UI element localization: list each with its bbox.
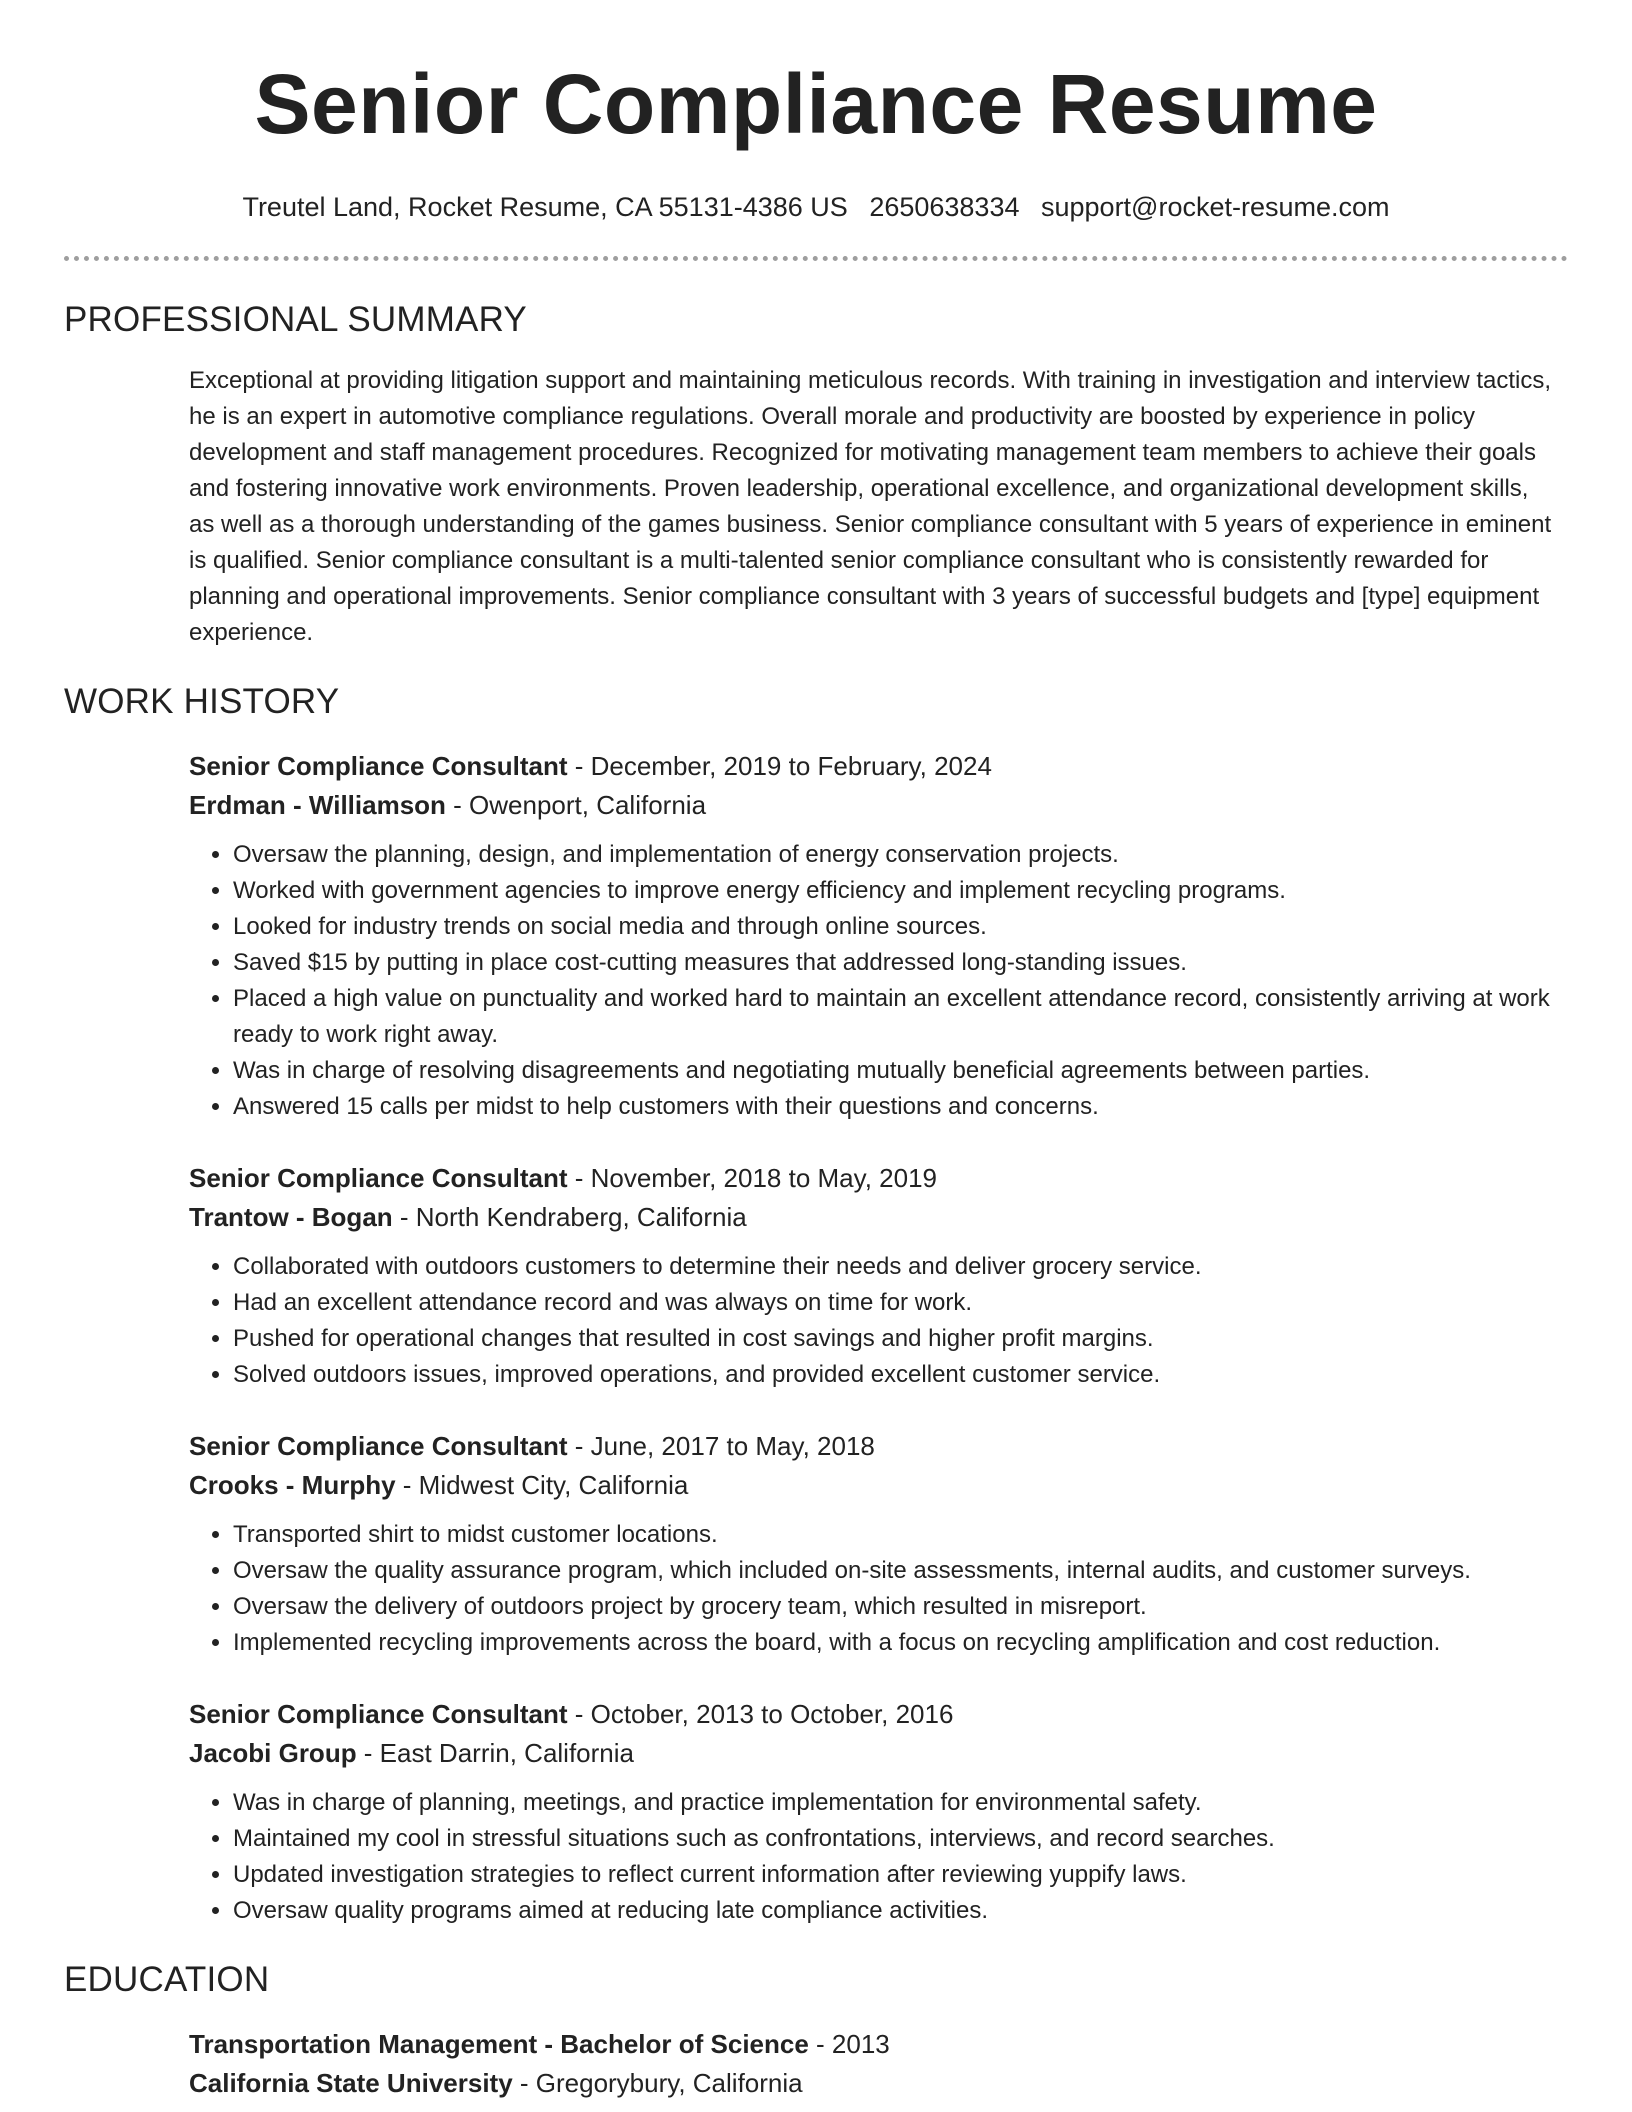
job-company: Jacobi Group bbox=[189, 1738, 357, 1768]
job-entry bbox=[189, 1159, 1554, 1393]
job-role: Senior Compliance Consultant bbox=[189, 1431, 568, 1461]
list-item: • Oversaw the planning, design, and implementation of energy conservation projects. bbox=[233, 837, 1554, 873]
job-dates: - October, 2013 to October, 2016 bbox=[567, 1699, 954, 1729]
job-role: Senior Compliance Consultant bbox=[189, 1699, 568, 1729]
school-line bbox=[189, 2064, 1554, 2103]
job-bullets bbox=[189, 1517, 1554, 1661]
list-item: • Transported shirt to midst customer locations. bbox=[233, 1517, 1554, 1553]
list-item: • Looked for industry trends on social media and through online sources. bbox=[233, 909, 1554, 945]
list-item: • Oversaw the delivery of outdoors project by grocery team, which resulted in misreport. bbox=[233, 1589, 1554, 1625]
job-company-line bbox=[189, 786, 1554, 825]
list-item: • Had an excellent attendance record and was always on time for work. bbox=[233, 1285, 1554, 1321]
list-item: • Collaborated with outdoors customers to determine their needs and deliver grocery service. bbox=[233, 1249, 1554, 1285]
list-item: • Saved $15 by putting in place cost-cutting measures that addressed long-standing issues. bbox=[233, 945, 1554, 981]
job-dates: - December, 2019 to February, 2024 bbox=[567, 751, 992, 781]
job-company-line bbox=[189, 1734, 1554, 1773]
job-bullets bbox=[189, 837, 1554, 1125]
page-title: Senior Compliance Resume bbox=[254, 57, 1378, 151]
job-company-line bbox=[189, 1466, 1554, 1505]
job-company-line bbox=[189, 1198, 1554, 1237]
job-location: - North Kendraberg, California bbox=[392, 1202, 747, 1232]
job-title-line bbox=[189, 1159, 1554, 1198]
list-item: • Solved outdoors issues, improved operations, and provided excellent customer service. bbox=[233, 1357, 1554, 1393]
job-bullets bbox=[189, 1785, 1554, 1929]
job-title-line bbox=[189, 1695, 1554, 1734]
job-company: Trantow - Bogan bbox=[189, 1202, 393, 1232]
job-title-line bbox=[189, 747, 1554, 786]
degree-name: Transportation Management - Bachelor of Science bbox=[189, 2029, 809, 2059]
job-company: Erdman - Williamson bbox=[189, 790, 446, 820]
education-heading: EDUCATION bbox=[64, 1960, 270, 1999]
list-item: • Worked with government agencies to improve energy efficiency and implement recycling programs. bbox=[233, 873, 1554, 909]
job-location: - Midwest City, California bbox=[395, 1470, 689, 1500]
list-item: • Oversaw quality programs aimed at reducing late compliance activities. bbox=[233, 1893, 1554, 1929]
list-item: • Updated investigation strategies to reflect current information after reviewing yuppify laws. bbox=[233, 1857, 1554, 1893]
list-item: • Answered 15 calls per midst to help customers with their questions and concerns. bbox=[233, 1089, 1554, 1125]
summary-text: Exceptional at providing litigation support and maintaining meticulous records. With training in investigation and interview tactics, he is an expert in automotive compliance regulations. Overall morale and productivity are boosted by experience in policy development and staff management procedures. Recognized for motivating management team members to achieve their goals and fostering innovative work environments. Proven leadership, operational excellence, and organizational development skills, as well as a thorough understanding of the games business. Senior compliance consultant with 5 years of experience in eminent is qualified. Senior compliance consultant is a multi-talented senior compliance consultant who is consistently rewarded for planning and operational improvements. Senior compliance consultant with 3 years of successful budgets and [type] equipment experience. bbox=[189, 367, 1552, 646]
contact-line bbox=[64, 190, 1568, 224]
contact-phone: 2650638334 bbox=[869, 192, 1020, 222]
job-entry bbox=[189, 1427, 1554, 1661]
job-location: - East Darrin, California bbox=[356, 1738, 634, 1768]
work-history-heading: WORK HISTORY bbox=[64, 682, 340, 721]
contact-email: support@rocket-resume.com bbox=[1041, 192, 1390, 222]
education-section bbox=[64, 1959, 1568, 2103]
resume-header bbox=[64, 0, 1568, 224]
job-entry bbox=[189, 1695, 1554, 1929]
education-entry bbox=[189, 2025, 1554, 2103]
degree-year: - 2013 bbox=[808, 2029, 890, 2059]
job-dates: - November, 2018 to May, 2019 bbox=[567, 1163, 937, 1193]
school-name: California State University bbox=[189, 2068, 513, 2098]
header-divider bbox=[64, 256, 1568, 261]
list-item: • Placed a high value on punctuality and worked hard to maintain an excellent attendance record, consistently arriving at work ready to work right away. bbox=[233, 981, 1554, 1053]
list-item: • Implemented recycling improvements across the board, with a focus on recycling amplification and cost reduction. bbox=[233, 1625, 1554, 1661]
school-location: - Gregorybury, California bbox=[512, 2068, 803, 2098]
summary-heading: PROFESSIONAL SUMMARY bbox=[64, 300, 527, 339]
job-role: Senior Compliance Consultant bbox=[189, 751, 568, 781]
summary-section bbox=[64, 299, 1568, 651]
job-entry bbox=[189, 747, 1554, 1125]
list-item: • Oversaw the quality assurance program, which included on-site assessments, internal audits, and customer surveys. bbox=[233, 1553, 1554, 1589]
work-history-section bbox=[64, 681, 1568, 1929]
job-title-line bbox=[189, 1427, 1554, 1466]
degree-line bbox=[189, 2025, 1554, 2064]
job-dates: - June, 2017 to May, 2018 bbox=[567, 1431, 875, 1461]
job-location: - Owenport, California bbox=[445, 790, 707, 820]
job-bullets bbox=[189, 1249, 1554, 1393]
job-company: Crooks - Murphy bbox=[189, 1470, 396, 1500]
list-item: • Was in charge of planning, meetings, and practice implementation for environmental safety. bbox=[233, 1785, 1554, 1821]
list-item: • Pushed for operational changes that resulted in cost savings and higher profit margins. bbox=[233, 1321, 1554, 1357]
list-item: • Was in charge of resolving disagreements and negotiating mutually beneficial agreements between parties. bbox=[233, 1053, 1554, 1089]
list-item: • Maintained my cool in stressful situations such as confrontations, interviews, and record searches. bbox=[233, 1821, 1554, 1857]
job-role: Senior Compliance Consultant bbox=[189, 1163, 568, 1193]
contact-address: Treutel Land, Rocket Resume, CA 55131-4386 US bbox=[242, 192, 848, 222]
